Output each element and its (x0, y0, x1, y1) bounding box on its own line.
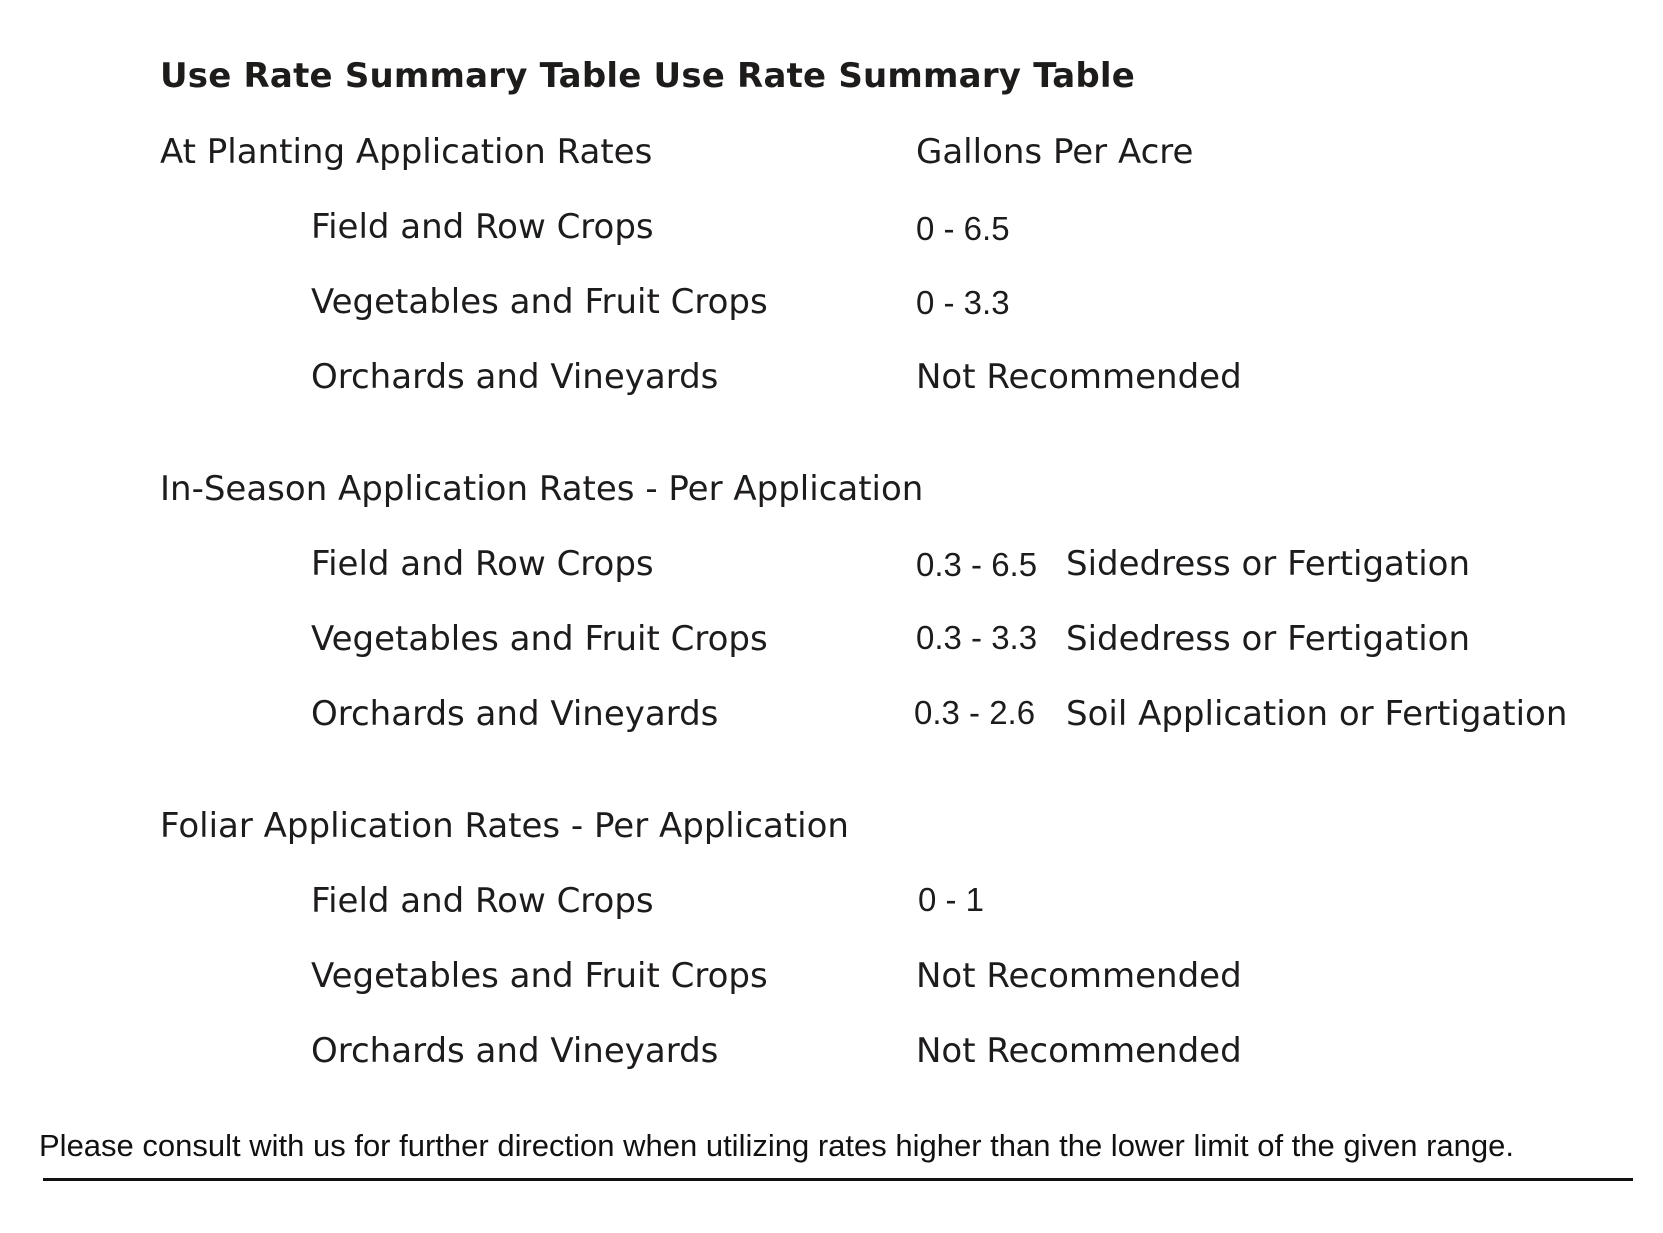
rate-value: 0.3 - 2.6 (914, 694, 1036, 731)
section-heading-foliar: Foliar Application Rates - Per Application (160, 806, 849, 846)
crop-label: Field and Row Crops (311, 881, 654, 921)
rate-value: Not Recommended (916, 956, 1242, 996)
crop-label: Orchards and Vineyards (311, 357, 719, 397)
rate-value: 0.3 - 6.5 (916, 546, 1038, 583)
unit-heading-gallons-per-acre: Gallons Per Acre (916, 132, 1194, 172)
method-label: Soil Application or Fertigation (1066, 694, 1568, 734)
crop-label: Vegetables and Fruit Crops (311, 956, 768, 996)
footer-underline (43, 1178, 1633, 1181)
crop-label: Orchards and Vineyards (311, 694, 719, 734)
crop-label: Field and Row Crops (311, 544, 654, 584)
rate-value: 0 - 1 (918, 881, 985, 918)
crop-label: Orchards and Vineyards (311, 1031, 719, 1071)
section-heading-at-planting: At Planting Application Rates (160, 132, 653, 172)
crop-label: Vegetables and Fruit Crops (311, 619, 768, 659)
footer-note: Please consult with us for further direction when utilizing rates higher than the lower limit of the given range. (39, 1128, 1514, 1163)
rate-value: 0.3 - 3.3 (916, 619, 1038, 656)
method-label: Sidedress or Fertigation (1066, 544, 1470, 584)
crop-label: Field and Row Crops (311, 207, 654, 247)
rate-value: 0 - 3.3 (916, 284, 1010, 321)
rate-value: Not Recommended (916, 357, 1242, 397)
document-title: Use Rate Summary Table Use Rate Summary Table (160, 56, 1135, 96)
crop-label: Vegetables and Fruit Crops (311, 282, 768, 322)
rate-value: Not Recommended (916, 1031, 1242, 1071)
method-label: Sidedress or Fertigation (1066, 619, 1470, 659)
section-heading-in-season: In-Season Application Rates - Per Application (160, 469, 924, 509)
rate-value: 0 - 6.5 (916, 210, 1010, 247)
